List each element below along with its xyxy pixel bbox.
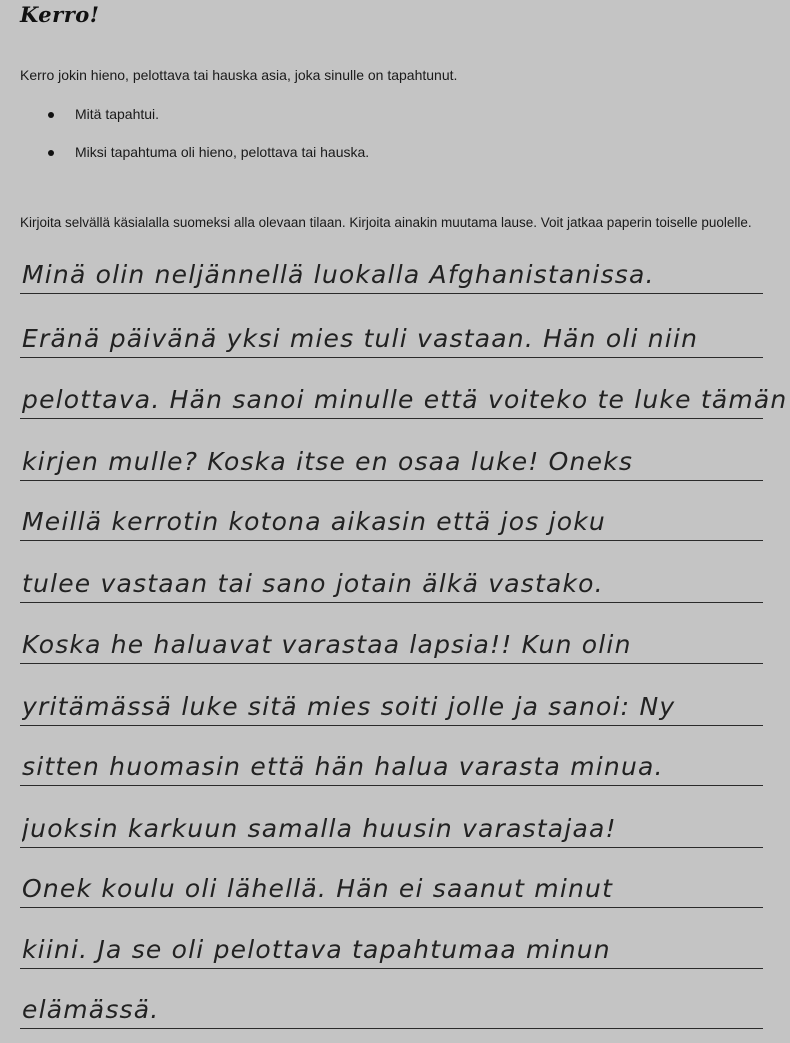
ruled-line [20,418,763,419]
ruled-line [20,1028,763,1029]
handwritten-line: sitten huomasin että hän halua varasta minua. [22,752,664,781]
handwritten-line: Meillä kerrotin kotona aikasin että jos joku [22,507,606,536]
handwritten-line: yritämässä luke sitä mies soiti jolle ja sanoi: Ny [22,692,676,721]
handwritten-line: kirjen mulle? Koska itse en osaa luke! Oneks [22,447,634,476]
handwritten-line: tulee vastaan tai sano jotain älkä vastako. [22,569,604,598]
handwritten-line: Minä olin neljännellä luokalla Afghanistanissa. [22,260,655,289]
ruled-line [20,357,763,358]
ruled-line [20,540,763,541]
prompt-text: Kerro jokin hieno, pelottava tai hauska asia, joka sinulle on tapahtunut. [20,67,458,83]
ruled-line [20,293,763,294]
writing-instructions: Kirjoita selvällä käsialalla suomeksi alla olevaan tilaan. Kirjoita ainakin muutama lause. Voit jatkaa paperin toiselle puolelle. [20,215,752,230]
ruled-line [20,907,763,908]
ruled-line [20,602,763,603]
question-item: Mitä tapahtui. [48,103,369,141]
handwritten-line: pelottava. Hän sanoi minulle että voiteko te luke tämän [22,385,788,414]
handwritten-line: kiini. Ja se oli pelottava tapahtumaa minun [22,935,611,964]
ruled-line [20,480,763,481]
ruled-line [20,847,763,848]
ruled-line [20,785,763,786]
ruled-line [20,968,763,969]
question-item: Miksi tapahtuma oli hieno, pelottava tai hauska. [48,141,369,179]
handwritten-line: Koska he haluavat varastaa lapsia!! Kun olin [22,630,632,659]
handwritten-line: Eränä päivänä yksi mies tuli vastaan. Hän oli niin [22,324,699,353]
handwritten-line: juoksin karkuun samalla huusin varastajaa! [22,814,617,843]
handwritten-line: elämässä. [22,995,160,1024]
ruled-line [20,663,763,664]
ruled-line [20,725,763,726]
handwritten-line: Onek koulu oli lähellä. Hän ei saanut minut [22,874,614,903]
worksheet-title: Kerro! [20,2,100,27]
